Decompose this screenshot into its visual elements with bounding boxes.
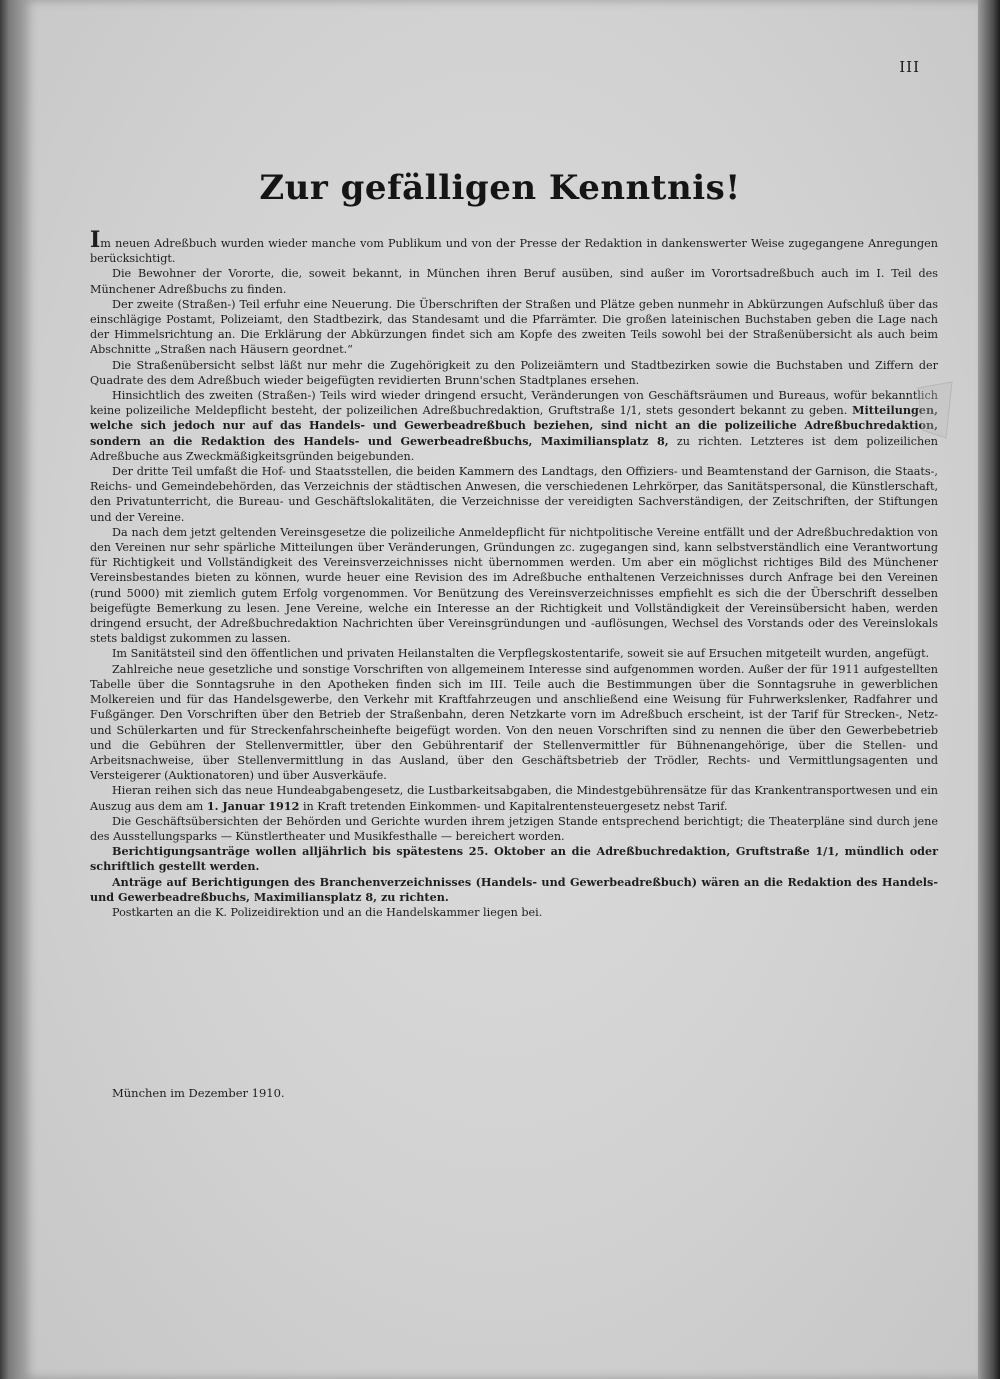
page-right-edge [978,0,1000,1379]
paragraph-4: Die Straßenübersicht selbst läßt nur mehr die Zugehörigkeit zu den Polizeiämtern und Stadtbezirken sowie die Buchstaben und Ziffern der Quadrate des dem Adreßbuch wieder beigefügten revidierten Brunn'schen Stadtplanes ersehen. [90,358,938,387]
body-text [90,227,938,920]
page-heading: Zur gefälligen Kenntnis! [259,168,741,208]
signature-date-line: München im Dezember 1910. [112,1086,285,1100]
document-page [22,0,978,1379]
paragraph-12-bold-notice: Berichtigungsanträge wollen alljährlich bis spätestens 25. Oktober an die Adreßbuchredaktion, Gruftstraße 1/1, mündlich oder schriftlich gestellt werden. [90,844,938,874]
paragraph-5 [90,388,938,464]
paragraph-5-part-c: zu richten. Letzteres ist dem polizeilichen Adreßbuche aus Zweckmäßigkeitsgründen beigebunden. [90,434,938,463]
paragraph-1: Im neuen Adreßbuch wurden wieder manche vom Publikum und von der Presse der Redaktion in dankenswerter Weise zugegangene Anregungen berücksichtigt. [90,227,938,266]
paragraph-8: Im Sanitätsteil sind den öffentlichen und privaten Heilanstalten die Verpflegskostentarife, soweit sie auf Ersuchen mitgeteilt wurden, angefügt. [112,647,930,661]
paragraph-2: Die Bewohner der Vororte, die, soweit bekannt, in München ihren Beruf ausüben, sind außer im Vorortsadreßbuch auch im I. Teil des Münchener Adreßbuchs zu finden. [90,267,938,296]
page-number: III [899,58,920,76]
paragraph-9: Zahlreiche neue gesetzliche und sonstige Vorschriften von allgemeinem Interesse sind aufgenommen worden. Außer der für 1911 aufgestellten Tabelle über die Sonntagsruhe in den Apotheken finden sich im III. Teile auch die Bestimmungen über die Sonntagsruhe in gewerblichen Molkereien und für das Handelsgewerbe, den Verkehr mit Kraftfahrzeugen und anschließend eine Weisung für Fuhrwerkslenker, Radfahrer und Fußgänger. Den Vorschriften über den Betrieb der Straßenbahn, deren Netzkarte vorn im Adreßbuch erscheint, ist der Tarif für Strecken-, Netz- und Schülerkarten und für Streckenfahrscheinhefte beigefügt worden. Von den neuen Vorschriften sind zu nennen die über den Gewerbebetrieb und die Gebühren der Stellenvermittler, über den Gebührentarif der Stellenvermittler für Bühnenangehörige, über die Stellen- und Arbeitsnachweise, über Stellenvermittlung in das Ausland, über den Geschäftsbetrieb der Trödler, Rechts- und Vermittlungsagenten und Versteigerer (Auktionatoren) und über Ausverkäufe. [90,662,938,783]
paragraph-10-date: 1. Januar 1912 [206,798,300,813]
paragraph-10 [90,783,938,813]
paragraph-14: Postkarten an die K. Polizeidirektion und an die Handelskammer liegen bei. [112,905,543,919]
paragraph-10-part-c: in Kraft tretenden Einkommen- und Kapitalrentensteuergesetz nebst Tarif. [302,799,728,813]
paragraph-5-bold-notice: Mitteilungen, welche sich jedoch nur auf das Handels- und Gewerbeadreßbuch beziehen, sind nicht an die polizeiliche Adreßbuchredaktion, sondern an die Redaktion des Handels- und Gewerbeadreßbuchs, Maximiliansplatz 8, [90,403,938,448]
paragraph-5-part-a: Hinsichtlich des zweiten (Straßen-) Teils wird wieder dringend ersucht, Veränderungen von Geschäftsräumen und Bureaus, wofür bekanntlich keine polizeiliche Meldepflicht besteht, der polizeilichen Adreßbuchredaktion, Gruftstraße 1/1, stets gesondert bekannt zu geben. [90,389,938,418]
torn-label-mark [916,380,954,440]
paragraph-6: Der dritte Teil umfaßt die Hof- und Staatsstellen, die beiden Kammern des Landtags, den Offiziers- und Beamtenstand der Garnison, die Staats-, Reichs- und Gemeindebehörden, das Verzeichnis der städtischen Anwesen, die verschiedenen Lehrkörper, das Sanitätspersonal, die Künstlerschaft, den Privatunterricht, die Bureau- und Geschäftslokalitäten, die Verzeichnisse der vereidigten Sachverständigen, der Zeitschriften, der Stiftungen und der Vereine. [90,465,938,524]
binding-left-edge [0,0,22,1379]
paragraph-11: Die Geschäftsübersichten der Behörden und Gerichte wurden ihrem jetzigen Stande entsprechend berichtigt; die Theaterpläne sind durch jene des Ausstellungsparks — Künstlertheater und Musikfesthalle — bereichert worden. [90,814,938,843]
paragraph-10-part-a: Hieran reihen sich das neue Hundeabgabengesetz, die Lustbarkeitsabgaben, die Mindestgebührensätze für das Krankentransportwesen und ein Auszug aus dem am [90,784,938,813]
paragraph-3: Der zweite (Straßen-) Teil erfuhr eine Neuerung. Die Überschriften der Straßen und Plätze geben nunmehr in Abkürzungen Aufschluß über das einschlägige Postamt, Polizeiamt, den Stadtbezirk, das Standesamt und die Pfarrämter. Die großen lateinischen Buchstaben geben die Lage nach der Himmelsrichtung an. Die Erklärung der Abkürzungen findet sich am Kopfe des zweiten Teils sowohl bei der Straßenübersicht als auch beim Abschnitte „Straßen nach Häusern geordnet.“ [90,297,938,357]
paragraph-13-bold-notice: Anträge auf Berichtigungen des Branchenverzeichnisses (Handels- und Gewerbeadreßbuch) wären an die Redaktion des Handels- und Gewerbeadreßbuchs, Maximiliansplatz 8, zu richten. [90,874,938,904]
paragraph-7: Da nach dem jetzt geltenden Vereinsgesetze die polizeiliche Anmeldepflicht für nichtpolitische Vereine entfällt und der Adreßbuchredaktion von den Vereinen nur sehr spärliche Mitteilungen über Veränderungen, Gründungen zc. zugegangen sind, kann selbstverständlich eine Verantwortung für Richtigkeit und Vollständigkeit des Vereinsverzeichnisses nicht übernommen werden. Um aber ein möglichst richtiges Bild des Münchener Vereinsbestandes bieten zu können, wurde heuer eine Revision des im Adreßbuche enthaltenen Verzeichnisses durch Anfrage bei den Vereinen (rund 5000) mit ziemlich gutem Erfolg vorgenommen. Vor Benützung des Vereinsverzeichnisses empfiehlt es sich die der Überschrift desselben beigefügte Bemerkung zu lesen. Jene Vereine, welche ein Interesse an der Richtigkeit und Vollständigkeit der Vereinsübersicht haben, werden dringend ersucht, der Adreßbuchredaktion Nachrichten über Vereinsgründungen und -auflösungen, Wechsel des Vorstands oder des Vereinslokals stets baldigst zukommen zu lassen. [90,525,938,646]
